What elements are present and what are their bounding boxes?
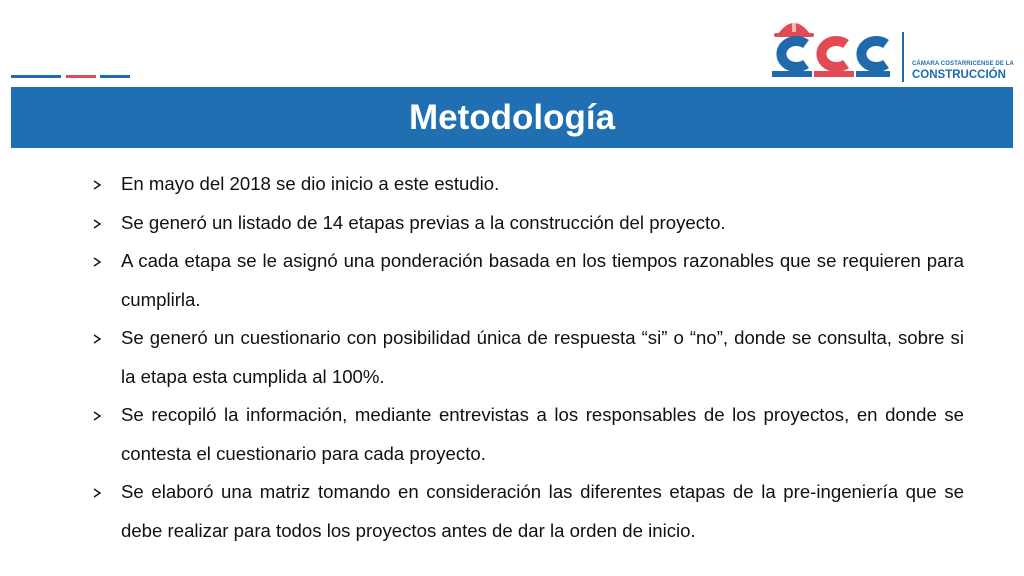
logo-subtitle: CÁMARA COSTARRICENSE DE LA <box>912 61 1014 67</box>
list-item-text: En mayo del 2018 se dio inicio a este estudio. <box>121 173 500 194</box>
logo-divider <box>902 32 904 82</box>
title-band <box>11 87 1013 148</box>
list-item <box>92 204 964 243</box>
decorative-bar-blue <box>11 75 61 78</box>
list-item-text: Se elaboró una matriz tomando en consideración las diferentes etapas de la pre-ingeniería que se debe realizar para todos los proyectos antes de dar la orden de inicio. <box>121 481 964 541</box>
list-item <box>92 242 964 319</box>
arrow-bullet-icon <box>92 218 104 230</box>
decorative-bar-red <box>66 75 96 78</box>
list-item <box>92 319 964 396</box>
decorative-bars <box>11 75 131 78</box>
list-item-text: A cada etapa se le asignó una ponderación basada en los tiempos razonables que se requieren para cumplirla. <box>121 250 964 310</box>
arrow-bullet-icon <box>92 487 104 499</box>
decorative-bar-blue-2 <box>100 75 130 78</box>
list-item-text: Se generó un listado de 14 etapas previas a la construcción del proyecto. <box>121 211 726 233</box>
logo-name: CONSTRUCCIÓN <box>912 69 1006 81</box>
arrow-bullet-icon <box>92 256 104 268</box>
ccc-logo-icon <box>768 8 898 86</box>
list-item <box>92 473 964 550</box>
list-item <box>92 165 964 204</box>
ccc-logo <box>768 8 1018 86</box>
arrow-bullet-icon <box>92 410 104 422</box>
list-item <box>92 396 964 473</box>
page-title: Metodología <box>408 97 616 137</box>
bullet-list <box>92 165 964 550</box>
list-item-text: Se generó un cuestionario con posibilidad única de respuesta “si” o “no”, donde se consulta, sobre si la etapa esta cumplida al 100%. <box>121 327 964 387</box>
list-item-text: Se recopiló la información, mediante entrevistas a los responsables de los proyectos, en donde se contesta el cuestionario para cada proyecto. <box>121 404 964 464</box>
arrow-bullet-icon <box>92 179 104 191</box>
arrow-bullet-icon <box>92 333 104 345</box>
